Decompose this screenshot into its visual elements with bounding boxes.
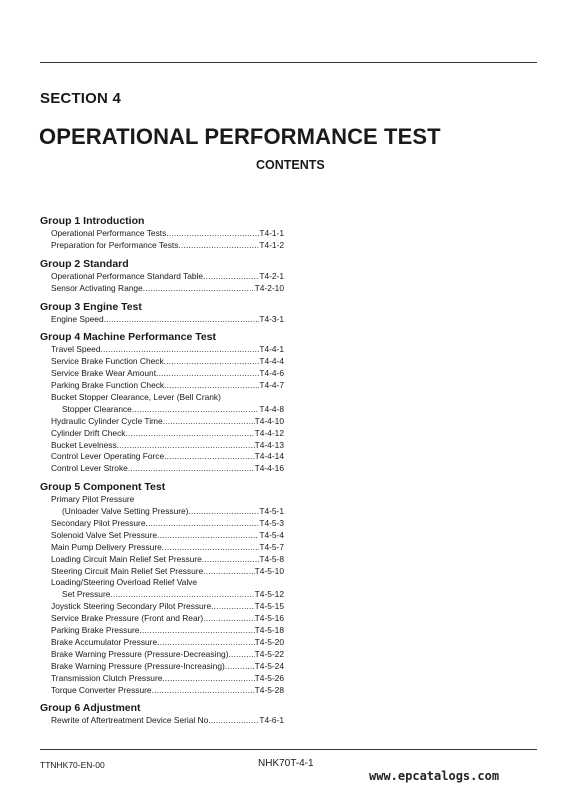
toc-entry[interactable]: Service Brake Pressure (Front and Rear) ..... T4-5-16 [40,613,284,625]
toc-entry[interactable]: Control Lever Stroke ..... T4-4-16 [40,463,284,475]
contents-heading: CONTENTS [256,158,325,172]
toc-entry-continued[interactable]: Primary Pilot Pressure [51,494,135,505]
toc-entry[interactable]: Operational Performance Standard Table ..... T4-2-1 [40,271,284,283]
toc-entry[interactable]: Control Lever Operating Force ..... T4-4-14 [40,451,284,463]
toc-group-2 [40,258,284,295]
group-title: Group 2 Standard [40,257,129,270]
watermark: www.epcatalogs.com [369,769,500,783]
table-of-contents [40,215,284,727]
toc-entry[interactable]: Bucket Levelness ..... T4-4-13 [40,440,284,452]
document-code: TTNHK70-EN-00 [40,760,105,770]
toc-entry[interactable]: Hydraulic Cylinder Cycle Time ..... T4-4-10 [40,416,284,428]
toc-entry[interactable]: Sensor Activating Range ..... T4-2-10 [40,283,284,295]
toc-entry[interactable]: Main Pump Delivery Pressure ..... T4-5-7 [40,542,284,554]
toc-entry[interactable]: Loading Circuit Main Relief Set Pressure ..... T4-5-8 [40,554,284,566]
toc-entry[interactable]: Brake Warning Pressure (Pressure-Increasing) ..... T4-5-24 [40,661,284,673]
group-title: Group 4 Machine Performance Test [40,331,217,344]
toc-entry[interactable]: Stopper Clearance ..... T4-4-8 [40,404,284,416]
toc-entry[interactable]: Brake Warning Pressure (Pressure-Decreasing) ..... T4-5-22 [40,649,284,661]
toc-entry[interactable]: Parking Brake Function Check ..... T4-4-7 [40,380,284,392]
toc-entry[interactable]: Secondary Pilot Pressure ..... T4-5-3 [40,518,284,530]
toc-entry[interactable]: Joystick Steering Secondary Pilot Pressure ..... T4-5-15 [40,601,284,613]
toc-entry[interactable]: Rewrite of Aftertreatment Device Serial No. ..... T4-6-1 [40,715,284,727]
group-title: Group 1 Introduction [40,215,145,227]
toc-group-5 [40,481,284,696]
toc-entry[interactable]: Service Brake Function Check ..... T4-4-4 [40,356,284,368]
page-number: NHK70T-4-1 [258,758,314,769]
toc-entry[interactable]: Torque Converter Pressure ..... T4-5-28 [40,685,284,697]
toc-group-3 [40,301,284,326]
toc-entry[interactable]: Engine Speed ..... T4-3-1 [40,314,284,326]
group-title: Group 6 Adjustment [40,702,141,715]
toc-entry[interactable]: (Unloader Valve Setting Pressure) ..... T4-5-1 [40,506,284,518]
toc-entry[interactable]: Service Brake Wear Amount ..... T4-4-6 [40,368,284,380]
toc-entry[interactable]: Set Pressure ..... T4-5-12 [40,589,284,601]
bottom-rule [40,749,537,750]
toc-entry[interactable]: Solenoid Valve Set Pressure ..... T4-5-4 [40,530,284,542]
toc-entry[interactable]: Travel Speed ..... T4-4-1 [40,344,284,356]
page-title: OPERATIONAL PERFORMANCE TEST [39,124,441,149]
toc-entry[interactable]: Transmission Clutch Pressure ..... T4-5-26 [40,673,284,685]
top-rule [40,62,537,63]
toc-entry[interactable]: Cylinder Drift Check ..... T4-4-12 [40,428,284,440]
group-title: Group 3 Engine Test [40,300,142,313]
toc-entry[interactable]: Preparation for Performance Tests ..... T4-1-2 [40,240,284,252]
toc-entry-continued[interactable]: Bucket Stopper Clearance, Lever (Bell Crank) [51,392,221,403]
toc-entry[interactable]: Brake Accumulator Pressure ..... T4-5-20 [40,637,284,649]
toc-entry[interactable]: Parking Brake Pressure ..... T4-5-18 [40,625,284,637]
toc-entry[interactable]: Steering Circuit Main Relief Set Pressure ..... T4-5-10 [40,566,284,578]
section-label: SECTION 4 [40,90,121,107]
toc-group-6 [40,702,284,727]
toc-entry[interactable]: Operational Performance Tests ..... T4-1-1 [40,228,284,240]
group-title: Group 5 Component Test [40,481,166,494]
toc-group-1 [40,215,284,252]
toc-entry-continued[interactable]: Loading/Steering Overload Relief Valve [51,577,198,588]
toc-group-4 [40,331,284,475]
